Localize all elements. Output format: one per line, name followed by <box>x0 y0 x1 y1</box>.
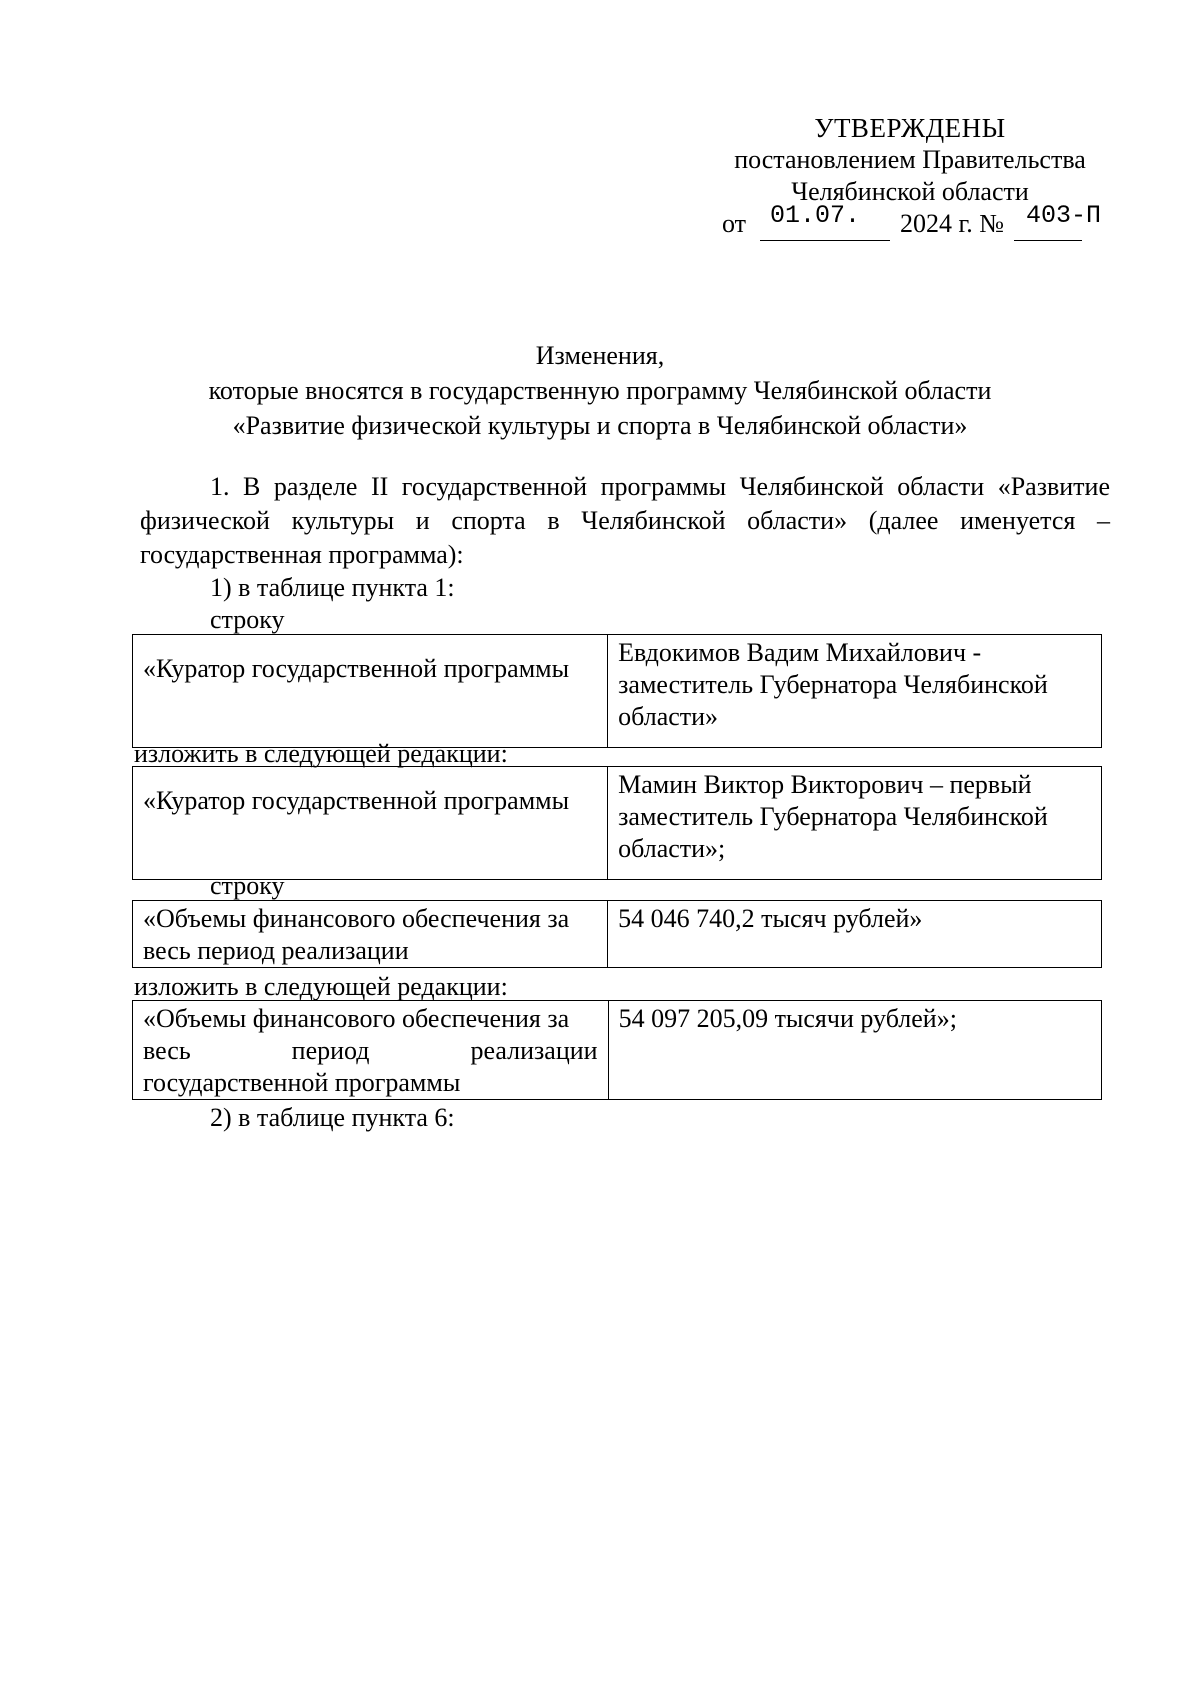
replace-text-1: изложить в следующей редакции: <box>134 739 508 768</box>
replace-text-2: изложить в следующей редакции: <box>134 972 508 1001</box>
row-word-2: строку <box>210 871 285 900</box>
table-cell-right: Мамин Виктор Викторович – первый заместитель Губернатора Челябинской области»; <box>608 767 1102 880</box>
title-line-1: Изменения, <box>535 341 665 370</box>
title-line-2: которые вносятся в государственную программу Челябинской области <box>208 376 992 405</box>
approval-heading: УТВЕРЖДЕНЫ <box>814 113 1006 143</box>
title-line-3: «Развитие физической культуры и спорта в Челябинской области» <box>232 411 968 440</box>
table-row <box>133 901 1102 968</box>
approval-line-2: Челябинской области <box>791 177 1029 206</box>
funding-new-line-1: «Объемы финансового обеспечения за <box>143 1004 570 1033</box>
date-filled: 01.07. <box>770 201 861 230</box>
document-title <box>100 338 1100 443</box>
table-funding-old <box>132 900 1102 968</box>
table-curator-old <box>132 634 1102 748</box>
item-1: 1) в таблице пункта 1: <box>210 573 455 602</box>
table-row <box>133 767 1102 880</box>
date-underline <box>760 240 890 241</box>
table-funding-new <box>132 1000 1102 1100</box>
number-underline <box>1014 240 1082 241</box>
funding-new-line-3: государственной программы <box>143 1068 461 1097</box>
table-cell-right: 54 046 740,2 тысяч рублей» <box>608 901 1102 968</box>
table-cell-right: Евдокимов Вадим Михайлович - заместитель Губернатора Челябинской области» <box>608 635 1102 748</box>
table-cell-left: «Куратор государственной программы <box>133 635 608 748</box>
table-cell-left: «Куратор государственной программы <box>133 767 608 880</box>
table-row <box>133 635 1102 748</box>
paragraph-1-text: 1. В разделе II государственной программы Челябинской области «Развитие физической культуры и спорта в Челябинской области» (далее именуется – государственная программа): <box>140 472 1110 569</box>
funding-old-line-2: весь период реализации <box>143 936 409 965</box>
table-cell-left <box>133 901 608 968</box>
funding-old-line-1: «Объемы финансового обеспечения за <box>143 904 570 933</box>
table-curator-new <box>132 766 1102 880</box>
table-cell-right: 54 097 205,09 тысячи рублей»; <box>608 1001 1101 1100</box>
table-cell-left <box>133 1001 609 1100</box>
year-text: 2024 г. № <box>900 209 1005 238</box>
approval-line-1: постановлением Правительства <box>734 145 1086 174</box>
paragraph-1 <box>140 470 1110 572</box>
funding-new-line-2: весь период реализации <box>143 1036 598 1065</box>
number-filled: 403-П <box>1026 201 1102 230</box>
table-row <box>133 1001 1102 1100</box>
item-2: 2) в таблице пункта 6: <box>210 1103 455 1132</box>
approval-block <box>700 112 1120 208</box>
row-word-1: строку <box>210 605 285 634</box>
date-prefix: от <box>722 209 747 238</box>
